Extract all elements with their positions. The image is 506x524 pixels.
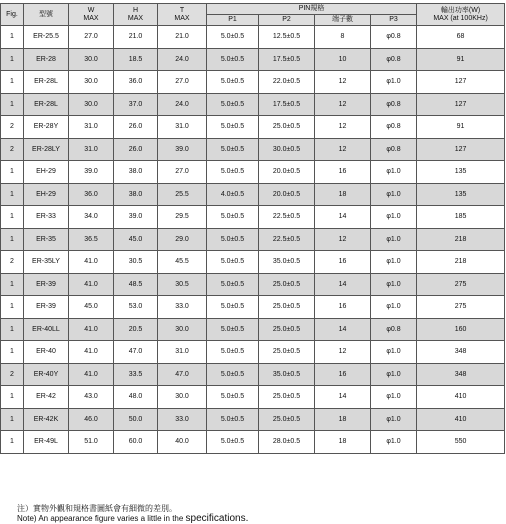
- cell-p2: 22.0±0.5: [259, 71, 315, 94]
- table-row: [1, 408, 505, 431]
- cell-pins: 12: [315, 138, 371, 161]
- cell-t: 45.5: [158, 251, 207, 274]
- cell-h: 20.5: [114, 318, 158, 341]
- cell-h: 26.0: [114, 138, 158, 161]
- cell-p2: 25.0±0.5: [259, 116, 315, 139]
- cell-p3: φ1.0: [371, 296, 417, 319]
- cell-p2: 17.5±0.5: [259, 93, 315, 116]
- cell-p3: φ1.0: [371, 431, 417, 454]
- cell-h: 30.5: [114, 251, 158, 274]
- cell-w: 30.0: [69, 48, 114, 71]
- cell-model: ER-40LL: [24, 318, 69, 341]
- cell-w: 41.0: [69, 341, 114, 364]
- cell-p1: 5.0±0.5: [207, 296, 259, 319]
- cell-model: ER-35: [24, 228, 69, 251]
- cell-p1: 5.0±0.5: [207, 386, 259, 409]
- cell-p1: 5.0±0.5: [207, 318, 259, 341]
- cell-h: 60.0: [114, 431, 158, 454]
- col-header-t-name: T: [179, 6, 185, 14]
- cell-h: 47.0: [114, 341, 158, 364]
- cell-model: ER-28L: [24, 93, 69, 116]
- cell-power: 127: [417, 93, 505, 116]
- cell-model: ER-33: [24, 206, 69, 229]
- cell-fig: 1: [1, 296, 24, 319]
- cell-pins: 8: [315, 26, 371, 49]
- cell-p1: 5.0±0.5: [207, 408, 259, 431]
- cell-p3: φ1.0: [371, 408, 417, 431]
- cell-w: 46.0: [69, 408, 114, 431]
- cell-fig: 1: [1, 341, 24, 364]
- cell-model: ER-28L: [24, 71, 69, 94]
- col-header-w-name: W: [87, 6, 95, 14]
- cell-w: 31.0: [69, 116, 114, 139]
- cell-p3: φ1.0: [371, 228, 417, 251]
- cell-t: 27.0: [158, 161, 207, 184]
- cell-pins: 12: [315, 116, 371, 139]
- cell-power: 218: [417, 228, 505, 251]
- cell-p1: 5.0±0.5: [207, 341, 259, 364]
- table-row: [1, 93, 505, 116]
- cell-power: 275: [417, 273, 505, 296]
- cell-t: 24.0: [158, 48, 207, 71]
- table-row: [1, 386, 505, 409]
- cell-p2: 25.0±0.5: [259, 273, 315, 296]
- cell-fig: 1: [1, 48, 24, 71]
- cell-w: 43.0: [69, 386, 114, 409]
- cell-t: 30.5: [158, 273, 207, 296]
- cell-h: 21.0: [114, 26, 158, 49]
- cell-p3: φ1.0: [371, 71, 417, 94]
- cell-t: 39.0: [158, 138, 207, 161]
- cell-p1: 5.0±0.5: [207, 138, 259, 161]
- cell-p3: φ1.0: [371, 386, 417, 409]
- col-header-h: [114, 4, 158, 26]
- table-row: [1, 273, 505, 296]
- cell-fig: 1: [1, 71, 24, 94]
- cell-model: ER-28: [24, 48, 69, 71]
- table-row: [1, 116, 505, 139]
- cell-h: 53.0: [114, 296, 158, 319]
- cell-t: 31.0: [158, 116, 207, 139]
- note-english-prefix: Note) An appearance figure varies a little in the: [17, 514, 186, 523]
- cell-p2: 25.0±0.5: [259, 341, 315, 364]
- cell-p3: φ1.0: [371, 251, 417, 274]
- cell-p2: 35.0±0.5: [259, 363, 315, 386]
- cell-p1: 5.0±0.5: [207, 273, 259, 296]
- cell-h: 37.0: [114, 93, 158, 116]
- cell-p2: 25.0±0.5: [259, 408, 315, 431]
- cell-w: 27.0: [69, 26, 114, 49]
- cell-model: ER-42K: [24, 408, 69, 431]
- table-header: [1, 4, 505, 26]
- cell-power: 68: [417, 26, 505, 49]
- table-row: [1, 138, 505, 161]
- col-header-h-max: MAX: [127, 14, 144, 22]
- cell-fig: 2: [1, 116, 24, 139]
- note-chinese: 注）實物外觀和規格書圖紙會有細微的差別。: [17, 504, 177, 513]
- cell-t: 30.0: [158, 386, 207, 409]
- spec-table: [0, 3, 505, 454]
- cell-p1: 5.0±0.5: [207, 363, 259, 386]
- note-english-emphasis: specifications.: [185, 513, 249, 524]
- cell-fig: 1: [1, 386, 24, 409]
- note-english: [17, 513, 248, 524]
- cell-w: 45.0: [69, 296, 114, 319]
- cell-t: 29.5: [158, 206, 207, 229]
- cell-fig: 1: [1, 93, 24, 116]
- cell-p1: 5.0±0.5: [207, 93, 259, 116]
- table-row: [1, 71, 505, 94]
- cell-t: 27.0: [158, 71, 207, 94]
- table-row: [1, 341, 505, 364]
- cell-p2: 17.5±0.5: [259, 48, 315, 71]
- cell-p1: 5.0±0.5: [207, 116, 259, 139]
- cell-t: 25.5: [158, 183, 207, 206]
- cell-p3: φ1.0: [371, 206, 417, 229]
- cell-t: 31.0: [158, 341, 207, 364]
- cell-model: ER-40Y: [24, 363, 69, 386]
- cell-model: EH-29: [24, 161, 69, 184]
- cell-p2: 25.0±0.5: [259, 386, 315, 409]
- cell-power: 410: [417, 408, 505, 431]
- cell-pins: 12: [315, 228, 371, 251]
- cell-w: 36.5: [69, 228, 114, 251]
- col-header-p2: P2: [259, 15, 315, 26]
- col-header-w-max: MAX: [83, 14, 99, 22]
- cell-model: ER-40: [24, 341, 69, 364]
- cell-pins: 16: [315, 363, 371, 386]
- cell-t: 40.0: [158, 431, 207, 454]
- cell-pins: 14: [315, 318, 371, 341]
- cell-power: 127: [417, 138, 505, 161]
- cell-p3: φ1.0: [371, 363, 417, 386]
- col-header-p3: P3: [371, 15, 417, 26]
- cell-p2: 28.0±0.5: [259, 431, 315, 454]
- cell-p1: 5.0±0.5: [207, 48, 259, 71]
- cell-power: 127: [417, 71, 505, 94]
- col-header-h-name: H: [132, 6, 139, 14]
- col-header-model: 型號: [24, 4, 69, 26]
- table-row: [1, 206, 505, 229]
- cell-model: EH-29: [24, 183, 69, 206]
- cell-fig: 1: [1, 228, 24, 251]
- cell-p1: 5.0±0.5: [207, 251, 259, 274]
- cell-pins: 14: [315, 206, 371, 229]
- cell-fig: 1: [1, 431, 24, 454]
- cell-power: 410: [417, 386, 505, 409]
- table-row: [1, 183, 505, 206]
- cell-p3: φ0.8: [371, 138, 417, 161]
- cell-p2: 35.0±0.5: [259, 251, 315, 274]
- cell-fig: 1: [1, 318, 24, 341]
- cell-fig: 2: [1, 363, 24, 386]
- cell-h: 45.0: [114, 228, 158, 251]
- cell-p1: 5.0±0.5: [207, 206, 259, 229]
- col-header-fig: Fig.: [1, 4, 24, 26]
- cell-power: 348: [417, 341, 505, 364]
- cell-power: 91: [417, 116, 505, 139]
- table-row: [1, 161, 505, 184]
- cell-p2: 25.0±0.5: [259, 296, 315, 319]
- cell-p2: 20.0±0.5: [259, 161, 315, 184]
- cell-fig: 1: [1, 408, 24, 431]
- cell-h: 26.0: [114, 116, 158, 139]
- col-header-power: [417, 4, 505, 26]
- cell-p3: φ0.8: [371, 116, 417, 139]
- cell-model: ER-49L: [24, 431, 69, 454]
- cell-fig: 2: [1, 251, 24, 274]
- cell-p1: 5.0±0.5: [207, 228, 259, 251]
- cell-pins: 16: [315, 251, 371, 274]
- cell-w: 31.0: [69, 138, 114, 161]
- cell-p1: 5.0±0.5: [207, 71, 259, 94]
- cell-h: 33.5: [114, 363, 158, 386]
- table-row: [1, 318, 505, 341]
- cell-p2: 12.5±0.5: [259, 26, 315, 49]
- cell-p2: 25.0±0.5: [259, 318, 315, 341]
- cell-power: 160: [417, 318, 505, 341]
- cell-t: 21.0: [158, 26, 207, 49]
- cell-fig: 1: [1, 206, 24, 229]
- cell-model: ER-35LY: [24, 251, 69, 274]
- cell-model: ER-28Y: [24, 116, 69, 139]
- cell-pins: 12: [315, 341, 371, 364]
- cell-pins: 16: [315, 296, 371, 319]
- cell-h: 38.0: [114, 161, 158, 184]
- cell-power: 185: [417, 206, 505, 229]
- col-header-pins: 端子數: [315, 15, 371, 26]
- cell-pins: 14: [315, 386, 371, 409]
- cell-pins: 14: [315, 273, 371, 296]
- table-row: [1, 363, 505, 386]
- cell-p3: φ1.0: [371, 273, 417, 296]
- cell-pins: 12: [315, 93, 371, 116]
- col-header-power-name: 輸出功率(W): [440, 6, 481, 14]
- cell-h: 18.5: [114, 48, 158, 71]
- cell-pins: 18: [315, 431, 371, 454]
- cell-power: 135: [417, 161, 505, 184]
- col-header-pin-group: PIN規格: [207, 4, 417, 15]
- cell-fig: 1: [1, 273, 24, 296]
- cell-w: 39.0: [69, 161, 114, 184]
- cell-pins: 18: [315, 408, 371, 431]
- cell-pins: 18: [315, 183, 371, 206]
- cell-power: 218: [417, 251, 505, 274]
- col-header-t: [158, 4, 207, 26]
- cell-model: ER-28LY: [24, 138, 69, 161]
- table-row: [1, 296, 505, 319]
- cell-p1: 5.0±0.5: [207, 431, 259, 454]
- cell-w: 36.0: [69, 183, 114, 206]
- cell-p3: φ1.0: [371, 341, 417, 364]
- cell-power: 135: [417, 183, 505, 206]
- cell-t: 33.0: [158, 296, 207, 319]
- cell-p2: 20.0±0.5: [259, 183, 315, 206]
- cell-p2: 22.5±0.5: [259, 228, 315, 251]
- cell-p1: 5.0±0.5: [207, 26, 259, 49]
- cell-power: 348: [417, 363, 505, 386]
- cell-w: 41.0: [69, 251, 114, 274]
- cell-p3: φ0.8: [371, 318, 417, 341]
- cell-power: 91: [417, 48, 505, 71]
- table-row: [1, 48, 505, 71]
- col-header-power-sub: MAX (at 100KHz): [433, 14, 488, 22]
- cell-t: 24.0: [158, 93, 207, 116]
- cell-w: 34.0: [69, 206, 114, 229]
- cell-h: 48.0: [114, 386, 158, 409]
- cell-fig: 1: [1, 26, 24, 49]
- table-row: [1, 431, 505, 454]
- cell-power: 550: [417, 431, 505, 454]
- cell-w: 41.0: [69, 273, 114, 296]
- cell-model: ER-39: [24, 273, 69, 296]
- cell-p3: φ0.8: [371, 48, 417, 71]
- cell-fig: 1: [1, 161, 24, 184]
- cell-w: 30.0: [69, 93, 114, 116]
- cell-p3: φ0.8: [371, 93, 417, 116]
- cell-p2: 30.0±0.5: [259, 138, 315, 161]
- cell-h: 39.0: [114, 206, 158, 229]
- cell-model: ER-39: [24, 296, 69, 319]
- cell-h: 36.0: [114, 71, 158, 94]
- cell-t: 47.0: [158, 363, 207, 386]
- cell-model: ER-42: [24, 386, 69, 409]
- cell-model: ER-25.5: [24, 26, 69, 49]
- col-header-w: [69, 4, 114, 26]
- cell-p2: 22.5±0.5: [259, 206, 315, 229]
- cell-p1: 5.0±0.5: [207, 161, 259, 184]
- cell-t: 30.0: [158, 318, 207, 341]
- table-body: [1, 26, 505, 454]
- table-row: [1, 26, 505, 49]
- col-header-p1: P1: [207, 15, 259, 26]
- cell-w: 51.0: [69, 431, 114, 454]
- cell-pins: 10: [315, 48, 371, 71]
- cell-p1: 4.0±0.5: [207, 183, 259, 206]
- table-row: [1, 228, 505, 251]
- cell-t: 29.0: [158, 228, 207, 251]
- cell-pins: 16: [315, 161, 371, 184]
- cell-p3: φ0.8: [371, 26, 417, 49]
- cell-p3: φ1.0: [371, 161, 417, 184]
- cell-h: 48.5: [114, 273, 158, 296]
- cell-pins: 12: [315, 71, 371, 94]
- cell-t: 33.0: [158, 408, 207, 431]
- cell-fig: 2: [1, 138, 24, 161]
- cell-w: 30.0: [69, 71, 114, 94]
- cell-power: 275: [417, 296, 505, 319]
- cell-h: 38.0: [114, 183, 158, 206]
- table-row: [1, 251, 505, 274]
- cell-w: 41.0: [69, 363, 114, 386]
- cell-p3: φ1.0: [371, 183, 417, 206]
- cell-fig: 1: [1, 183, 24, 206]
- cell-h: 50.0: [114, 408, 158, 431]
- cell-w: 41.0: [69, 318, 114, 341]
- col-header-t-max: MAX: [174, 14, 190, 22]
